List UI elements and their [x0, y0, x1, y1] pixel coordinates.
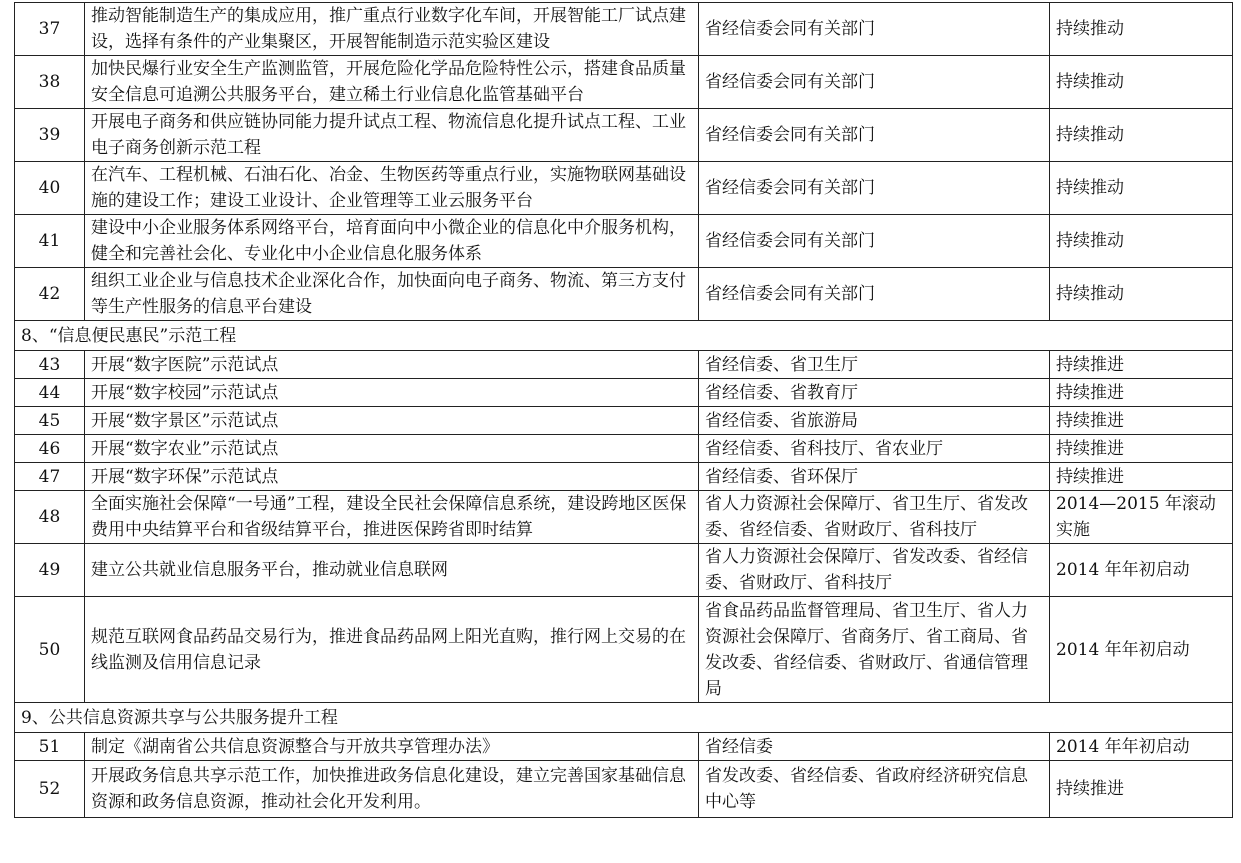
- row-number: 46: [15, 435, 85, 463]
- timeline: 持续推进: [1050, 379, 1233, 407]
- responsible-department: 省经信委、省环保厅: [699, 463, 1050, 491]
- row-number: 40: [15, 162, 85, 215]
- task-description: 开展“数字医院”示范试点: [85, 351, 699, 379]
- table-row: [15, 268, 1233, 321]
- task-description: 在汽车、工程机械、石油石化、冶金、生物医药等重点行业，实施物联网基础设施的建设工作；建设工业设计、企业管理等工业云服务平台: [85, 162, 699, 215]
- row-number: 43: [15, 351, 85, 379]
- timeline: 2014 年年初启动: [1050, 597, 1233, 703]
- row-number: 42: [15, 268, 85, 321]
- row-number: 48: [15, 491, 85, 544]
- table-row: [15, 109, 1233, 162]
- task-description: 制定《湖南省公共信息资源整合与开放共享管理办法》: [85, 733, 699, 761]
- row-number: 50: [15, 597, 85, 703]
- responsible-department: 省经信委、省教育厅: [699, 379, 1050, 407]
- row-number: 49: [15, 544, 85, 597]
- row-number: 38: [15, 56, 85, 109]
- timeline: 持续推动: [1050, 109, 1233, 162]
- table-row: [15, 351, 1233, 379]
- task-description: 规范互联网食品药品交易行为，推进食品药品网上阳光直购，推行网上交易的在线监测及信用信息记录: [85, 597, 699, 703]
- responsible-department: 省经信委会同有关部门: [699, 109, 1050, 162]
- table-row: [15, 3, 1233, 56]
- task-description: 开展政务信息共享示范工作，加快推进政务信息化建设，建立完善国家基础信息资源和政务信息资源，推动社会化开发利用。: [85, 761, 699, 818]
- task-description: 开展“数字农业”示范试点: [85, 435, 699, 463]
- row-number: 47: [15, 463, 85, 491]
- task-description: 全面实施社会保障“一号通”工程，建设全民社会保障信息系统，建设跨地区医保费用中央结算平台和省级结算平台，推进医保跨省即时结算: [85, 491, 699, 544]
- row-number: 44: [15, 379, 85, 407]
- table-row: [15, 435, 1233, 463]
- table-row: [15, 215, 1233, 268]
- table-row: [15, 761, 1233, 818]
- timeline: 持续推动: [1050, 56, 1233, 109]
- responsible-department: 省经信委会同有关部门: [699, 215, 1050, 268]
- table-row: [15, 733, 1233, 761]
- responsible-department: 省经信委会同有关部门: [699, 3, 1050, 56]
- responsible-department: 省经信委、省科技厅、省农业厅: [699, 435, 1050, 463]
- timeline: 2014 年年初启动: [1050, 544, 1233, 597]
- task-description: 开展“数字环保”示范试点: [85, 463, 699, 491]
- task-description: 开展“数字校园”示范试点: [85, 379, 699, 407]
- section-title: 9、公共信息资源共享与公共服务提升工程: [15, 703, 1233, 733]
- task-table: [14, 2, 1233, 818]
- table-row: [15, 407, 1233, 435]
- responsible-department: 省人力资源社会保障厅、省卫生厅、省发改委、省经信委、省财政厅、省科技厅: [699, 491, 1050, 544]
- responsible-department: 省人力资源社会保障厅、省发改委、省经信委、省财政厅、省科技厅: [699, 544, 1050, 597]
- timeline: 持续推进: [1050, 407, 1233, 435]
- row-number: 51: [15, 733, 85, 761]
- row-number: 37: [15, 3, 85, 56]
- task-description: 开展电子商务和供应链协同能力提升试点工程、物流信息化提升试点工程、工业电子商务创新示范工程: [85, 109, 699, 162]
- responsible-department: 省经信委会同有关部门: [699, 56, 1050, 109]
- timeline: 持续推动: [1050, 3, 1233, 56]
- task-description: 组织工业企业与信息技术企业深化合作，加快面向电子商务、物流、第三方支付等生产性服务的信息平台建设: [85, 268, 699, 321]
- task-description: 开展“数字景区”示范试点: [85, 407, 699, 435]
- task-description: 推动智能制造生产的集成应用，推广重点行业数字化车间，开展智能工厂试点建设，选择有条件的产业集聚区，开展智能制造示范实验区建设: [85, 3, 699, 56]
- row-number: 52: [15, 761, 85, 818]
- timeline: 2014 年年初启动: [1050, 733, 1233, 761]
- table-row: [15, 162, 1233, 215]
- responsible-department: 省经信委、省旅游局: [699, 407, 1050, 435]
- section-header-row: [15, 321, 1233, 351]
- timeline: 持续推动: [1050, 162, 1233, 215]
- timeline: 持续推动: [1050, 215, 1233, 268]
- timeline: 2014—2015 年滚动实施: [1050, 491, 1233, 544]
- task-description: 建立公共就业信息服务平台，推动就业信息联网: [85, 544, 699, 597]
- task-description: 建设中小企业服务体系网络平台，培育面向中小微企业的信息化中介服务机构，健全和完善社会化、专业化中小企业信息化服务体系: [85, 215, 699, 268]
- table-row: [15, 463, 1233, 491]
- table-row: [15, 597, 1233, 703]
- row-number: 45: [15, 407, 85, 435]
- table-row: [15, 56, 1233, 109]
- timeline: 持续推进: [1050, 435, 1233, 463]
- responsible-department: 省发改委、省经信委、省政府经济研究信息中心等: [699, 761, 1050, 818]
- table-row: [15, 379, 1233, 407]
- section-header-row: [15, 703, 1233, 733]
- section-title: 8、“信息便民惠民”示范工程: [15, 321, 1233, 351]
- table-row: [15, 491, 1233, 544]
- task-description: 加快民爆行业安全生产监测监管，开展危险化学品危险特性公示，搭建食品质量安全信息可追溯公共服务平台，建立稀土行业信息化监管基础平台: [85, 56, 699, 109]
- row-number: 41: [15, 215, 85, 268]
- responsible-department: 省经信委、省卫生厅: [699, 351, 1050, 379]
- table-row: [15, 544, 1233, 597]
- responsible-department: 省食品药品监督管理局、省卫生厅、省人力资源社会保障厅、省商务厅、省工商局、省发改委、省经信委、省财政厅、省通信管理局: [699, 597, 1050, 703]
- timeline: 持续推进: [1050, 351, 1233, 379]
- responsible-department: 省经信委会同有关部门: [699, 162, 1050, 215]
- responsible-department: 省经信委会同有关部门: [699, 268, 1050, 321]
- timeline: 持续推动: [1050, 268, 1233, 321]
- timeline: 持续推进: [1050, 463, 1233, 491]
- timeline: 持续推进: [1050, 761, 1233, 818]
- responsible-department: 省经信委: [699, 733, 1050, 761]
- row-number: 39: [15, 109, 85, 162]
